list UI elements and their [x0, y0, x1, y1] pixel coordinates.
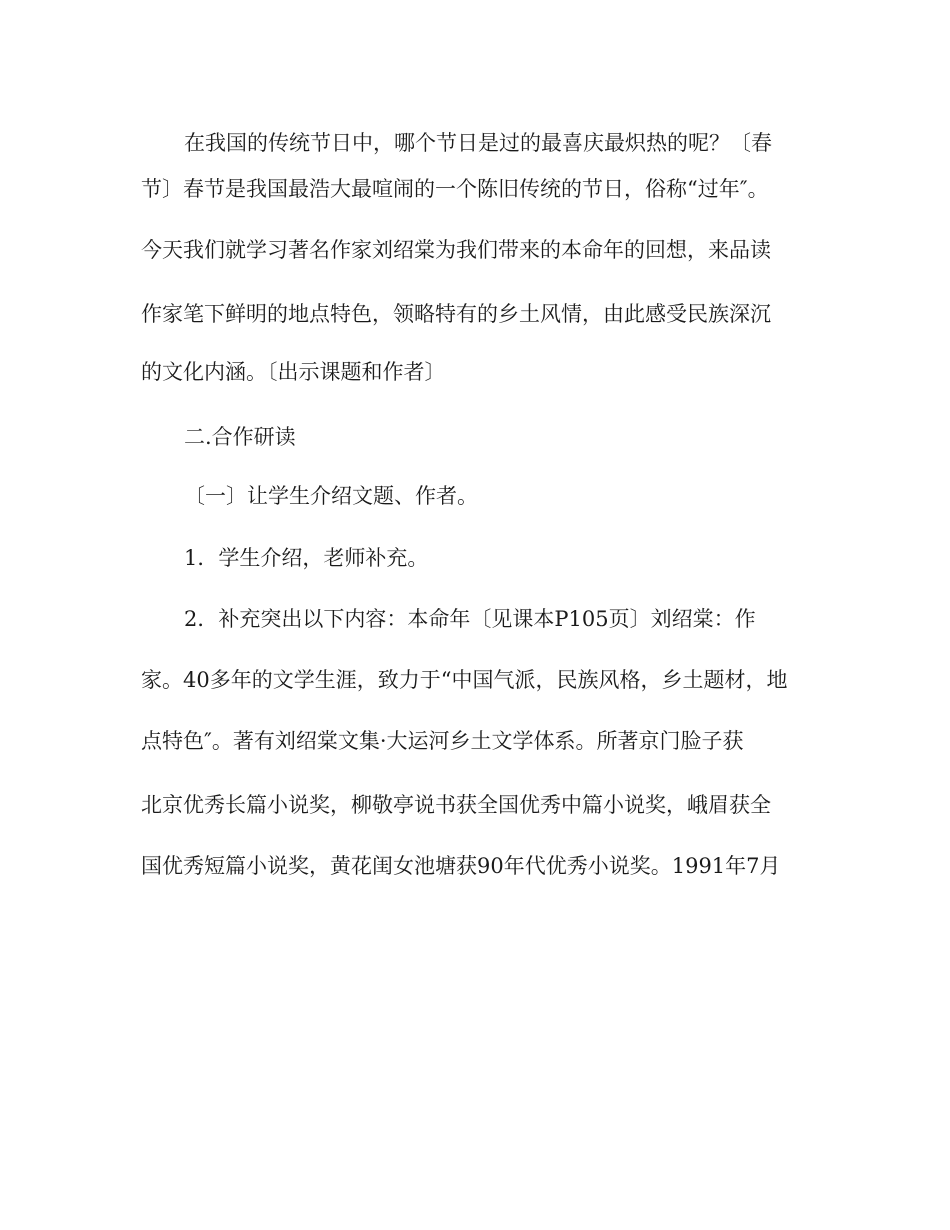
paragraph-line: 今天我们就学习著名作家刘绍棠为我们带来的本命年的回想，来品读	[141, 238, 771, 262]
section-heading: 二.合作研读	[184, 425, 296, 449]
paragraph-line: 作家笔下鲜明的地点特色，领略特有的乡土风情，由此感受民族深沉	[141, 302, 771, 326]
paragraph-line: 在我国的传统节日中，哪个节日是过的最喜庆最炽热的呢？〔春	[184, 131, 772, 155]
subsection-heading: 〔一〕让学生介绍文题、作者。	[184, 484, 478, 508]
list-item: 1．学生介绍，老师补充。	[184, 546, 429, 570]
paragraph-line: 家。40多年的文学生涯，致力于“中国气派，民族风格，乡土题材，地	[141, 668, 788, 692]
paragraph-line: 的文化内涵。〔出示课题和作者〕	[141, 360, 446, 384]
paragraph-line: 国优秀短篇小说奖，黄花闺女池塘获90年代优秀小说奖。1991年7月	[141, 854, 781, 878]
paragraph-line: 北京优秀长篇小说奖，柳敬亭说书获全国优秀中篇小说奖，峨眉获全	[141, 793, 771, 817]
paragraph-line: 点特色″。著有刘绍棠文集·大运河乡土文学体系。所著京门脸子获	[141, 729, 744, 753]
paragraph-line: 节〕春节是我国最浩大最喧闹的一个陈旧传统的节日，俗称“过年″。	[141, 177, 769, 201]
list-item: 2．补充突出以下内容：本命年〔见课本P105页〕刘绍棠：作	[184, 607, 756, 631]
